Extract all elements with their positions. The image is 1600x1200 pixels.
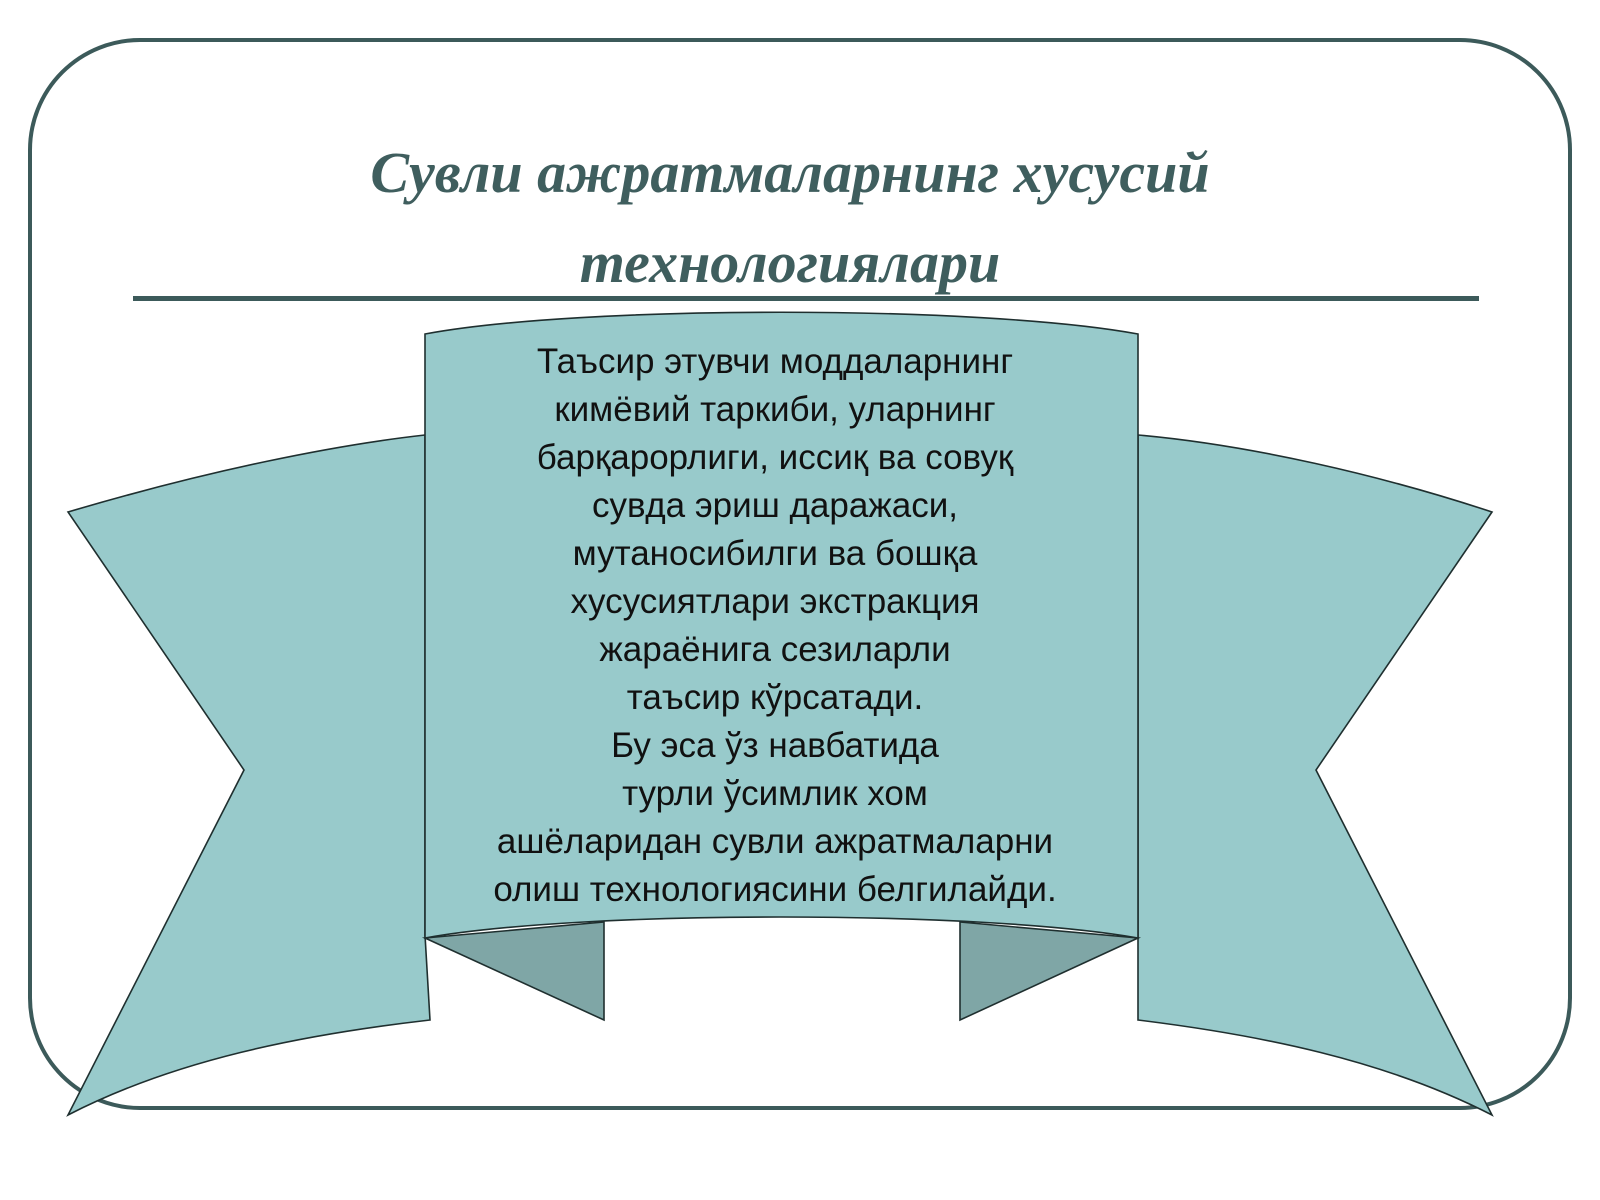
body-line: Бу эса ўз навбатида [611,726,939,765]
body-line: хусусиятлари экстракция [570,582,980,621]
body-line: кимёвий таркиби, уларнинг [554,390,996,429]
ribbon-right-tail [1138,435,1492,1115]
body-line: олиш технологиясини белгилайди. [493,870,1057,909]
body-line: барқарорлиги, иссиқ ва совуқ [536,438,1014,477]
body-line: таъсир кўрсатади. [626,678,924,717]
body-line: Таъсир этувчи моддаларнинг [536,342,1014,381]
body-line: мутаносибилги ва бошқа [572,534,978,573]
ribbon-right-fold [960,922,1138,1020]
body-line: турли ўсимлик хом [622,774,928,813]
ribbon-left-tail [68,435,430,1115]
ribbon-left-fold [425,922,604,1020]
body-line: ашёларидан сувли ажратмаларни [496,822,1054,861]
banner-text [430,338,1120,914]
body-line: жараёнига сезиларли [599,630,951,669]
title-line-2: технологиялари [579,230,1001,295]
title-line-1: Сувли ажратмаларнинг хусусий [370,140,1210,205]
body-line: сувда эриш даражаси, [592,486,958,525]
